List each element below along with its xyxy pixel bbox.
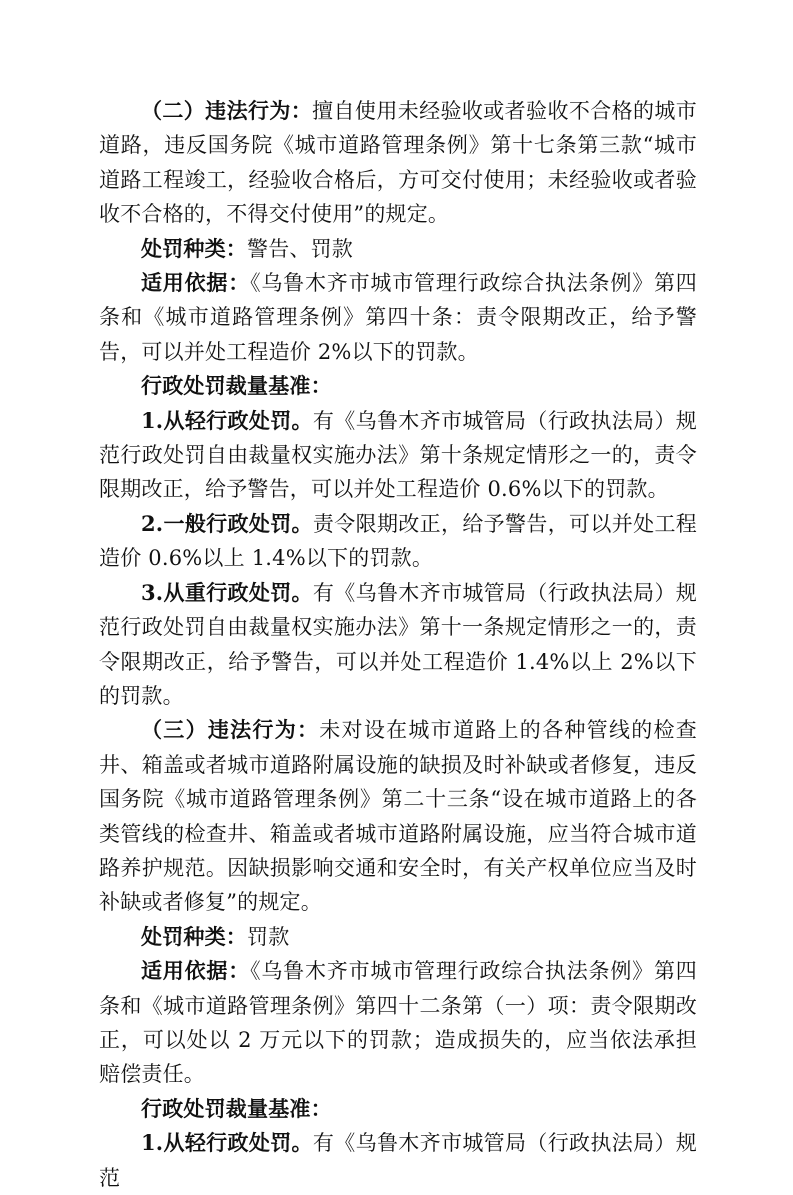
paragraph-label: 行政处罚裁量基准：: [141, 373, 332, 399]
paragraph-label: （三）违法行为：: [141, 717, 320, 743]
paragraph-lenient: [99, 404, 697, 507]
paragraph-severe: [99, 576, 697, 714]
paragraph-text: 擅自使用未经验收或者验收不合格的城市道路，违反国务院《城市道路管理条例》第十七条第三款“城市道路工程竣工，经验收合格后，方可交付使用；未经验收或者验收不合格的，不得交付使用”的规定。: [99, 99, 697, 227]
paragraph-discretion-heading: [99, 369, 697, 403]
paragraph-text: 《乌鲁木齐市城市管理行政综合执法条例》第四条和《城市道路管理条例》第四十条：责令限期改正，给予警告，可以并处工程造价 2%以下的罚款。: [99, 271, 697, 364]
paragraph-label: 适用依据：: [141, 958, 251, 984]
paragraph-label: 处罚种类：: [141, 923, 247, 949]
paragraph-label: 处罚种类：: [141, 235, 247, 261]
paragraph-violation-3: [99, 713, 697, 919]
paragraph-label: 适用依据：: [141, 270, 251, 296]
paragraph-label: 1.从轻行政处罚。: [141, 407, 313, 433]
paragraph-lenient: [99, 1126, 697, 1195]
paragraph-label: （二）违法行为：: [141, 98, 313, 123]
document-body: [99, 94, 697, 1195]
paragraph-label: 行政处罚裁量基准：: [141, 1095, 332, 1121]
paragraph-label: 3.从重行政处罚。: [141, 579, 313, 605]
paragraph-text: 责令限期改正，给予警告，可以并处工程造价 0.6%以上 1.4%以下的罚款。: [99, 511, 697, 571]
paragraph-penalty-type: [99, 920, 697, 954]
paragraph-text: 未对设在城市道路上的各种管线的检查井、箱盖或者城市道路附属设施的缺损及时补缺或者修复，违反国务院《城市道路管理条例》第二十三条“设在城市道路上的各类管线的检查井、箱盖或者城市道路附属设施，应当符合城市道路养护规范。因缺损影响交通和安全时，有关产权单位应当及时补缺或者修复”的规定。: [99, 718, 697, 915]
paragraph-text: 罚款: [247, 924, 290, 949]
paragraph-legal-basis: [99, 954, 697, 1092]
paragraph-text: 警告、罚款: [247, 236, 353, 261]
paragraph-penalty-type: [99, 232, 697, 266]
paragraph-discretion-heading: [99, 1092, 697, 1126]
paragraph-text: 有《乌鲁木齐市城管局（行政执法局）规范: [99, 1131, 697, 1190]
paragraph-violation-2: [99, 94, 697, 232]
paragraph-general: [99, 507, 697, 576]
paragraph-text: 有《乌鲁木齐市城管局（行政执法局）规范行政处罚自由裁量权实施办法》第十条规定情形之一的，责令限期改正，给予警告，可以并处工程造价 0.6%以下的罚款。: [99, 408, 697, 502]
paragraph-label: 2.一般行政处罚。: [141, 510, 313, 536]
paragraph-text: 有《乌鲁木齐市城管局（行政执法局）规范行政处罚自由裁量权实施办法》第十一条规定情形之一的，责令限期改正，给予警告，可以并处工程造价 1.4%以上 2%以下的罚款。: [99, 580, 697, 708]
paragraph-text: 《乌鲁木齐市城市管理行政综合执法条例》第四条和《城市道路管理条例》第四十二条第（一）项：责令限期改正，可以处以 2 万元以下的罚款；造成损失的，应当依法承担赔偿责任。: [99, 959, 697, 1087]
paragraph-legal-basis: [99, 266, 697, 369]
paragraph-label: 1.从轻行政处罚。: [141, 1130, 313, 1156]
